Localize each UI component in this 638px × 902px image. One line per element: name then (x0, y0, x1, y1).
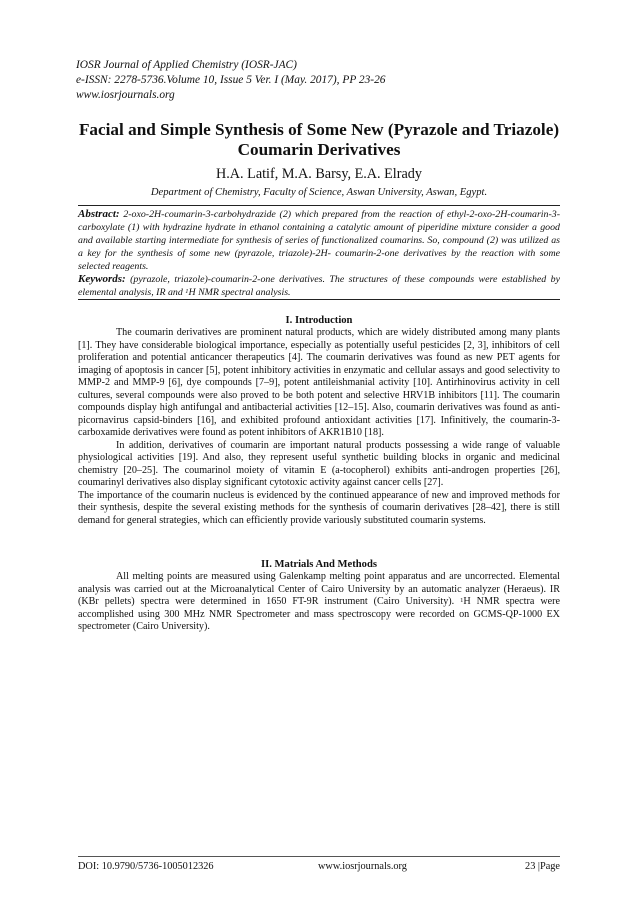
methods-superscript: 1 (460, 597, 464, 604)
journal-header (76, 58, 566, 103)
footer-page-number: 23 |Page (525, 861, 560, 872)
keywords-text: (pyrazole, triazole)-coumarin-2-one derivatives. The structures of these compounds were established by elemental analysis, IR and (78, 274, 560, 298)
methods-paragraph-1 (78, 571, 560, 634)
paper-title (60, 120, 578, 160)
methods-text-b: H NMR spectra were accomplished using 300 MHz NMR Spectrometer and mass spectroscopy were recorded on GCMS-QP-1000 EX spectrometer (Cairo University). (78, 596, 560, 632)
introduction-body (78, 327, 560, 527)
abstract-bottom-rule (78, 299, 560, 300)
section-heading-methods: II. Matrials And Methods (261, 559, 377, 570)
keywords-block (78, 273, 560, 299)
footer-rule (78, 856, 560, 857)
keywords-superscript: 1 (185, 288, 189, 295)
author-list: H.A. Latif, M.A. Barsy, E.A. Elrady (216, 166, 422, 182)
journal-website: www.iosrjournals.org (76, 89, 175, 101)
journal-issn-line: e-ISSN: 2278-5736.Volume 10, Issue 5 Ver. I (May. 2017), PP 23-26 (76, 74, 386, 86)
methods-text-a: All melting points are measured using Galenkamp melting point apparatus and are uncorrected. Elemental analysis was carried out at the Microanalytical Center of Cairo University by an automatic analyzer (Heraeus). IR (KBr pellets) spectra were determined in 1650 FT-9R instrument (Cairo University). (78, 571, 560, 607)
methods-body (78, 571, 560, 634)
footer-doi: DOI: 10.9790/5736-1005012326 (78, 861, 214, 872)
abstract-block (78, 208, 560, 273)
paper-title-line-1: Facial and Simple Synthesis of Some New (Pyrazole and Triazole) (78, 120, 560, 139)
introduction-paragraph-2: In addition, derivatives of coumarin are important natural products possessing a wide range of valuable physiological activities [19]. And also, they represent useful synthetic building blocks in organic and medicinal chemistry [20–25]. The coumarinol moiety of vitamin E (a-tocopherol) exhibits anti-androgen properties [26], coumarinyl derivatives also display significant cytotoxic activity against cancer cells [27]. (78, 439, 560, 488)
abstract-text: 2-oxo-2H-coumarin-3-carbohydrazide (2) which prepared from the reaction of ethyl-2-oxo-2H-coumarin-3-carboxylate (1) with hydrazine hydrate in ethanol containing a catalytic amount of piperidine mixture consider a good and available starting intermediate for synthesis of series of functionalized coumarins. So, compound (2) was utilized as a key for the synthesis of some new (pyrazole, triazole)-2H- coumarin-2-one derivatives by the reaction with some selected reagents. (78, 209, 560, 272)
keywords-label: Keywords: (78, 273, 126, 285)
introduction-paragraph-1: The coumarin derivatives are prominent natural products, which are widely distributed among many plants [1]. They have considerable biological importance, especially as potentially useful pesticides [2, 3], inhibitors of cell proliferation and potential anticancer therapeutics [4]. The coumarin derivatives was found as new PET agents for imaging of apoptosis in cancer [5], potent inhibitory activities in enzymatic and cellular assays and good selectivity to MMP-2 and MMP-9 [6], dye compounds [7–9], potent antileishmanial activity [10]. Antirhinovirus activity in cell cultures, several compounds were also proved to be both potent and selective HRV1B inhibitors [11]. The coumarin compounds display high antifungal and antibacterial activities [12–15]. Also, coumarin derivatives was found as anti-picornavirus capsid-binders [16], and exhibited profound antioxidant activities [17]. Infinitively, the coumarin-3-carboxamide derivatives were found as potent inhibitors of AKR1B10 [18]. (78, 327, 560, 438)
section-heading-introduction: I. Introduction (285, 315, 353, 326)
paper-title-line-2: Coumarin Derivatives (237, 140, 401, 159)
keywords-tail: H NMR spectral analysis. (188, 287, 291, 298)
author-affiliation: Department of Chemistry, Faculty of Science, Aswan University, Aswan, Egypt. (150, 187, 488, 198)
journal-name: IOSR Journal of Applied Chemistry (IOSR-JAC) (76, 59, 297, 71)
abstract-top-rule (78, 205, 560, 206)
footer-website: www.iosrjournals.org (318, 861, 407, 872)
abstract-label: Abstract: (78, 208, 120, 220)
introduction-paragraph-3: The importance of the coumarin nucleus is evidenced by the continued appearance of new and improved methods for their synthesis, despite the several existing methods for the synthesis of coumarin derivatives [28–42], there is still demand for general strategies, which can efficiently provide variously substituted coumarin systems. (78, 489, 560, 526)
